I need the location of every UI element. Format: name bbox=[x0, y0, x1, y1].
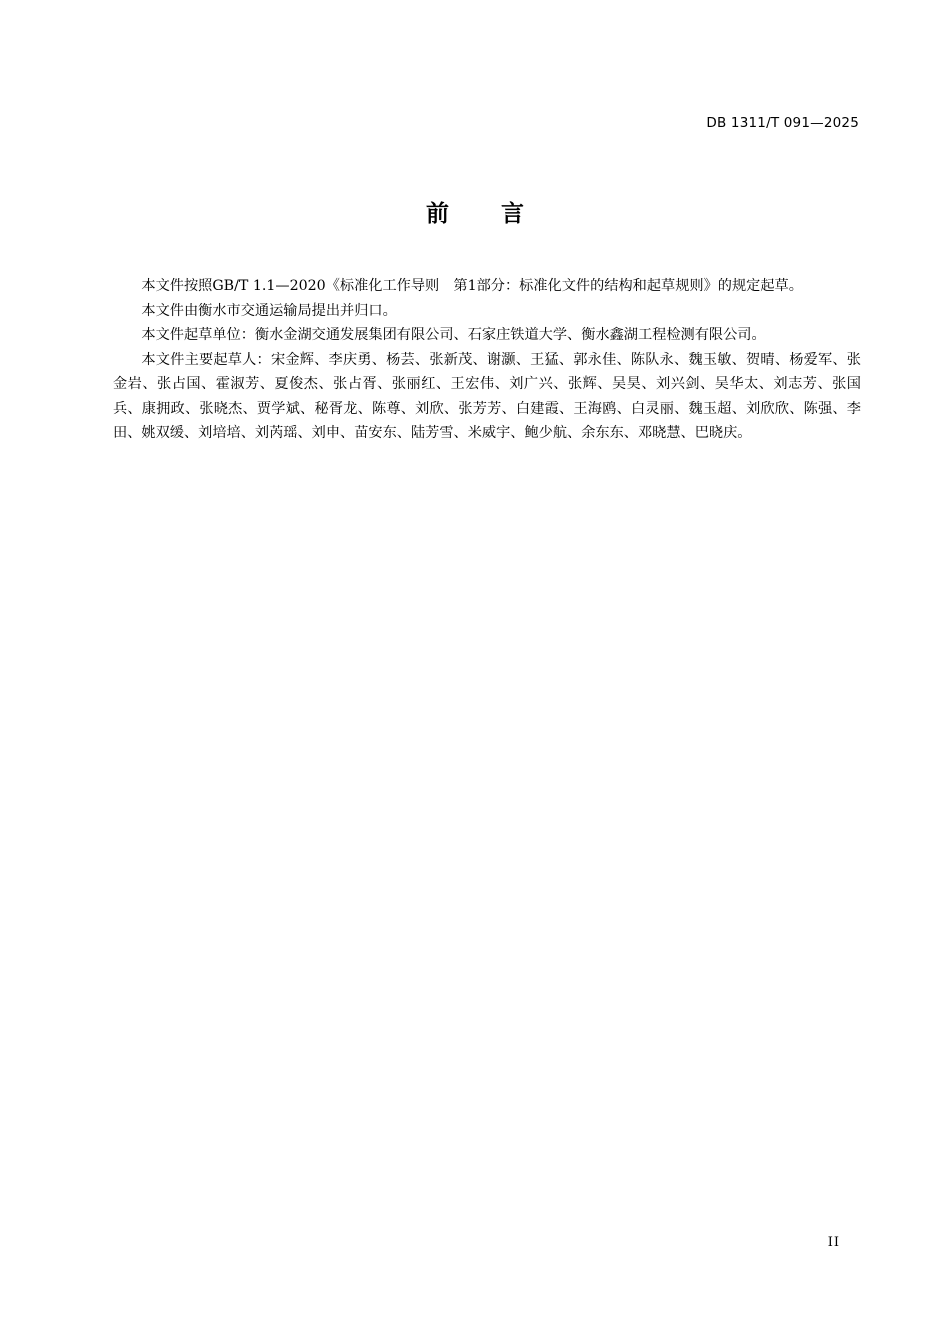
foreword-body bbox=[113, 274, 861, 446]
section-title: 前言 bbox=[426, 201, 576, 227]
page-number: II bbox=[827, 1235, 840, 1250]
paragraph-drafting-basis: 本文件按照GB/T 1.1—2020《标准化工作导则 第1部分：标准化文件的结构和起草规则》的规定起草。 bbox=[141, 278, 803, 294]
paragraph-drafting-units: 本文件起草单位：衡水金湖交通发展集团有限公司、石家庄铁道大学、衡水鑫湖工程检测有限公司。 bbox=[141, 327, 766, 343]
document-number: DB 1311/T 091—2025 bbox=[706, 115, 859, 131]
paragraph-proposer: 本文件由衡水市交通运输局提出并归口。 bbox=[141, 302, 397, 319]
paragraph-drafters: 本文件主要起草人：宋金辉、李庆勇、杨芸、张新茂、谢灏、王猛、郭永佳、陈队永、魏玉敏、贺晴、杨爱军、张金岩、张占国、霍淑芳、夏俊杰、张占胥、张丽红、王宏伟、刘广兴、张辉、吴昊、刘兴剑、吴华太、刘志芳、张国兵、康拥政、张晓杰、贾学斌、秘胥龙、陈尊、刘欣、张芳芳、白建霞、王海鸥、白灵丽、魏玉超、刘欣欣、陈强、李田、姚双缓、刘培培、刘芮瑶、刘申、苗安东、陆芳雪、米威宇、鲍少航、余东东、邓晓慧、巴晓庆。 bbox=[113, 351, 861, 441]
